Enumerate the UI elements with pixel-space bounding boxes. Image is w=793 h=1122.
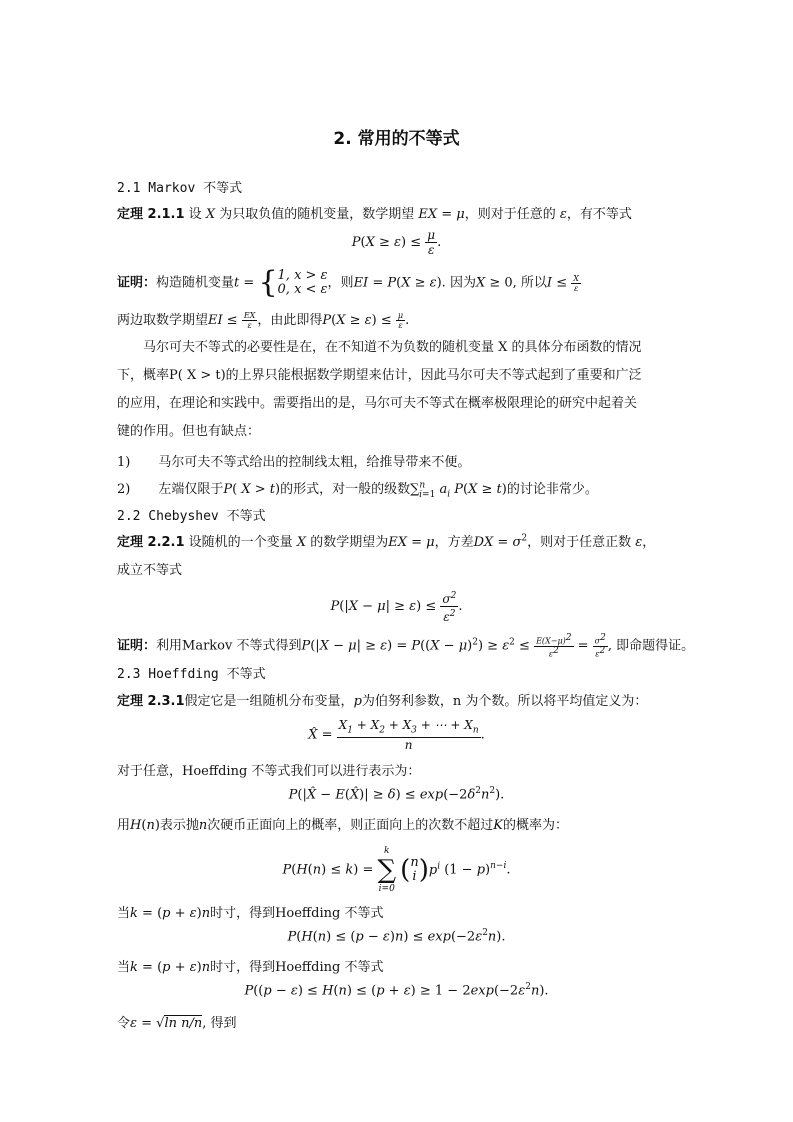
hoeffding-lower-formula: $P(H(n) \le (p - \varepsilon)n) \le \exp(-2\varepsilon^2n)$. <box>287 928 506 945</box>
theorem-2-1-1: 定理 2.1.1 设 X 为只取负值的随机变量，数学期望 EX = μ，则对于任意的 ε，有不等式 <box>117 207 632 222</box>
hoeffding-formula: P(|X̂ − E(X̂)| ≥ $\delta) \le \exp(-2\delta^2n^2)$. <box>288 786 505 803</box>
section-heading-hoeffding: 2.3 Hoeffding 不等式 <box>117 667 266 682</box>
theorem-2-2-1: 定理 2.2.1 设随机的一个变量 X 的数学期望为EX = μ，方差DX = $\sigma^2$，则对于任意正数 ε， <box>117 533 656 550</box>
para-line: 马尔可夫不等式的必要性是在，在不知道不为负数的随机变量 X 的具体分布函数的情况 <box>143 340 642 355</box>
theorem-2-2-1-line2: 成立不等式 <box>117 563 183 578</box>
chebyshev-formula: P(|X − μ| ≥ ε) ≤ $\frac{\sigma^2}{\varepsilon^2}$ . <box>330 591 463 624</box>
hoeffding-line3: 当k = (p + ε)n时寸，得到Hoeffding 不等式 <box>117 906 384 921</box>
hoeffding-mean-formula: X̂ = $\frac{X_1 + X_2 + X_3 + \cdots + X_n}{n}$ . <box>308 718 485 753</box>
markov-proof-line2: 两边取数学期望EI ≤ $\frac{EX}{\varepsilon}$ ，由此即得P(X ≥ ε) ≤ $\frac{\mu}{\varepsilon}$ . <box>117 311 410 330</box>
theorem-label: 定理 2.1.1 <box>117 207 185 222</box>
proof-label: 证明： <box>117 638 157 654</box>
theorem-label: 定理 2.2.1 <box>117 535 185 550</box>
chebyshev-proof: 证明：利用Markov 不等式得到$P(|X - \mu| \ge \varepsilon) = P((X - \mu)^2) \ge \varepsilon^2$ ≤ $\frac{E(X-\mu)^2}{\varepsilon^2}$ = $\frac{\sigma^2}{\varepsilon^2}$ , 即命题得证。 <box>117 633 695 659</box>
theorem-2-3-1: 定理 2.3.1假定它是一组随机分布变量，p为伯努利参数，n 为个数。所以将平均值定义为： <box>117 694 648 709</box>
markov-paragraph <box>117 334 677 446</box>
hoeffding-line4: 当k = (p + ε)n时寸，得到Hoeffding 不等式 <box>117 960 384 975</box>
section-heading-chebyshev: 2.2 Chebyshev 不等式 <box>117 509 266 524</box>
page-title: 2. 常用的不等式 <box>333 129 460 149</box>
proof-label: 证明： <box>117 275 157 291</box>
hoeffding-line1: 对于任意，Hoeffding 不等式我们可以进行表示为： <box>117 764 421 779</box>
list-item-1: 1) 马尔可夫不等式给出的控制线太粗，给推导带来不便。 <box>117 455 471 470</box>
binomial-formula: P(H(n) ≤ k) = k ∑ i=0 (n $i)p^i$ $(1 - p)^{n-i}$. <box>282 846 511 894</box>
para-line: 的应用，在理论和实践中。需要指出的是，马尔可夫不等式在概率极限理论的研究中起着关 <box>117 396 638 411</box>
list-item-2: 2) 左端仅限于P( X > t)的形式，对一般的级数∑$^n_{i=1}$ $a_i$ P(X ≥ t)的讨论非常少。 <box>117 480 598 500</box>
hoeffding-line2: 用H(n)表示抛n次硬币正面向上的概率，则正面向上的次数不超过K的概率为： <box>117 818 569 833</box>
hoeffding-two-sided-formula: $P((p - \varepsilon) \le H(n) \le (p + \varepsilon) \ge 1 - 2\exp(-2\varepsilon^2n)$. <box>244 982 549 999</box>
section-heading-markov: 2.1 Markov 不等式 <box>117 181 243 196</box>
markov-formula: P(X ≥ ε) ≤ $\frac{\mu}{\varepsilon}$ . <box>351 228 442 257</box>
para-line: 下，概率P( X > t)的上界只能根据数学期望来估计，因此马尔可夫不等式起到了重要和广泛 <box>117 368 642 383</box>
hoeffding-line5: 令ε = √ln n/n, 得到 <box>117 1016 237 1031</box>
para-line: 键的作用。但也有缺点： <box>117 424 261 439</box>
markov-proof: 证明：构造随机变量t = {1, x > ε 0, x < ε，则EI = P(X ≥ ε). 因为X ≥ 0, 所以I ≤ $\frac{X}{\varepsilon}$ <box>117 265 579 300</box>
theorem-label: 定理 2.3.1 <box>117 694 185 709</box>
